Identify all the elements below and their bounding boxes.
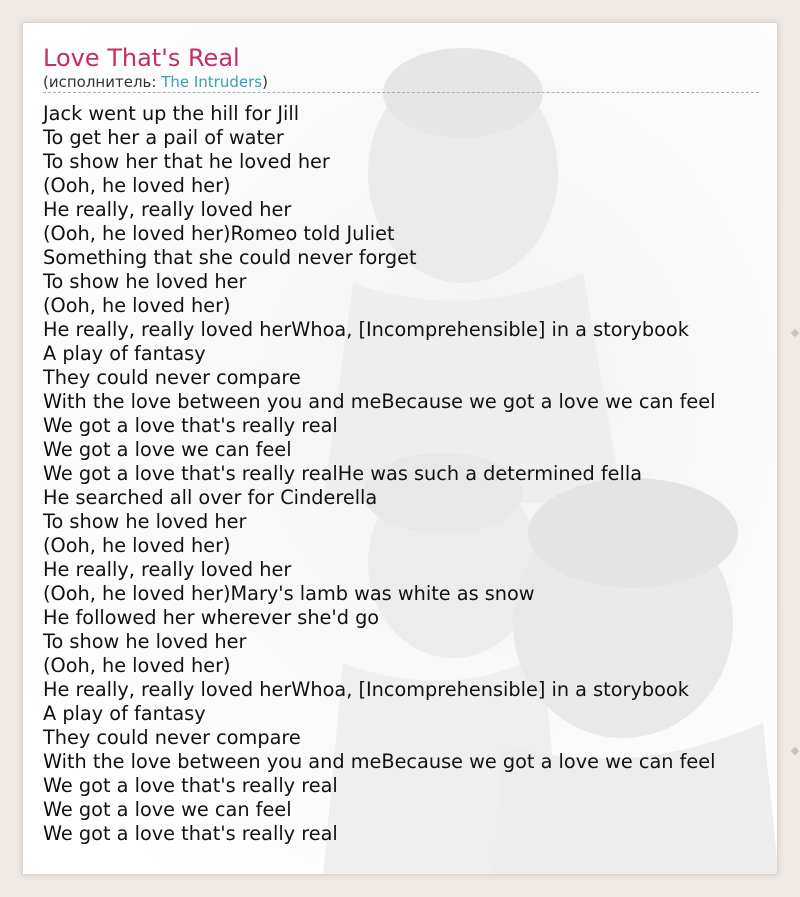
artist-prefix: (исполнитель: <box>43 73 162 91</box>
lyric-line: (Ooh, he loved her) <box>43 174 231 197</box>
lyric-line: A play of fantasy <box>43 342 206 365</box>
lyric-line: With the love between you and meBecause we got a love we can feel <box>43 390 716 413</box>
lyric-line: (Ooh, he loved her)Mary's lamb was white as snow <box>43 582 535 605</box>
lyric-line: To show he loved her <box>43 630 247 653</box>
lyric-line: He really, really loved her <box>43 558 292 581</box>
lyric-line: A play of fantasy <box>43 702 206 725</box>
lyric-line: With the love between you and meBecause we got a love we can feel <box>43 750 716 773</box>
artist-suffix: ) <box>262 73 268 91</box>
lyric-line: (Ooh, he loved her) <box>43 294 231 317</box>
lyric-line: They could never compare <box>43 726 301 749</box>
lyric-line: We got a love that's really real <box>43 414 338 437</box>
title-divider <box>43 92 759 93</box>
lyric-line: We got a love that's really real <box>43 774 338 797</box>
lyric-line: They could never compare <box>43 366 301 389</box>
decorative-corner-mark <box>791 747 799 755</box>
artist-line <box>43 73 759 91</box>
lyric-line: He followed her wherever she'd go <box>43 606 380 629</box>
lyric-line: Something that she could never forget <box>43 246 417 269</box>
lyrics-list <box>43 102 759 846</box>
lyric-line: (Ooh, he loved her) <box>43 654 231 677</box>
decorative-corner-mark <box>791 329 799 337</box>
lyric-line: He really, really loved herWhoa, [Incomprehensible] in a storybook <box>43 318 689 341</box>
lyric-line: To show he loved her <box>43 510 247 533</box>
lyrics-content <box>43 43 759 846</box>
lyric-line: He really, really loved her <box>43 198 292 221</box>
lyric-line: We got a love that's really realHe was such a determined fella <box>43 462 643 485</box>
song-title: Love That's Real <box>43 44 240 72</box>
lyric-line: We got a love that's really real <box>43 822 338 845</box>
lyric-line: He searched all over for Cinderella <box>43 486 378 509</box>
lyric-line: Jack went up the hill for Jill <box>43 102 300 125</box>
lyric-line: He really, really loved herWhoa, [Incomprehensible] in a storybook <box>43 678 689 701</box>
artist-link[interactable]: The Intruders <box>161 73 263 91</box>
lyric-line: (Ooh, he loved her) <box>43 534 231 557</box>
lyric-line: We got a love we can feel <box>43 438 292 461</box>
lyric-line: To get her a pail of water <box>43 126 284 149</box>
lyric-line: To show he loved her <box>43 270 247 293</box>
lyrics-card <box>22 22 778 875</box>
lyric-line: To show her that he loved her <box>43 150 330 173</box>
lyric-line: (Ooh, he loved her)Romeo told Juliet <box>43 222 395 245</box>
lyric-line: We got a love we can feel <box>43 798 292 821</box>
